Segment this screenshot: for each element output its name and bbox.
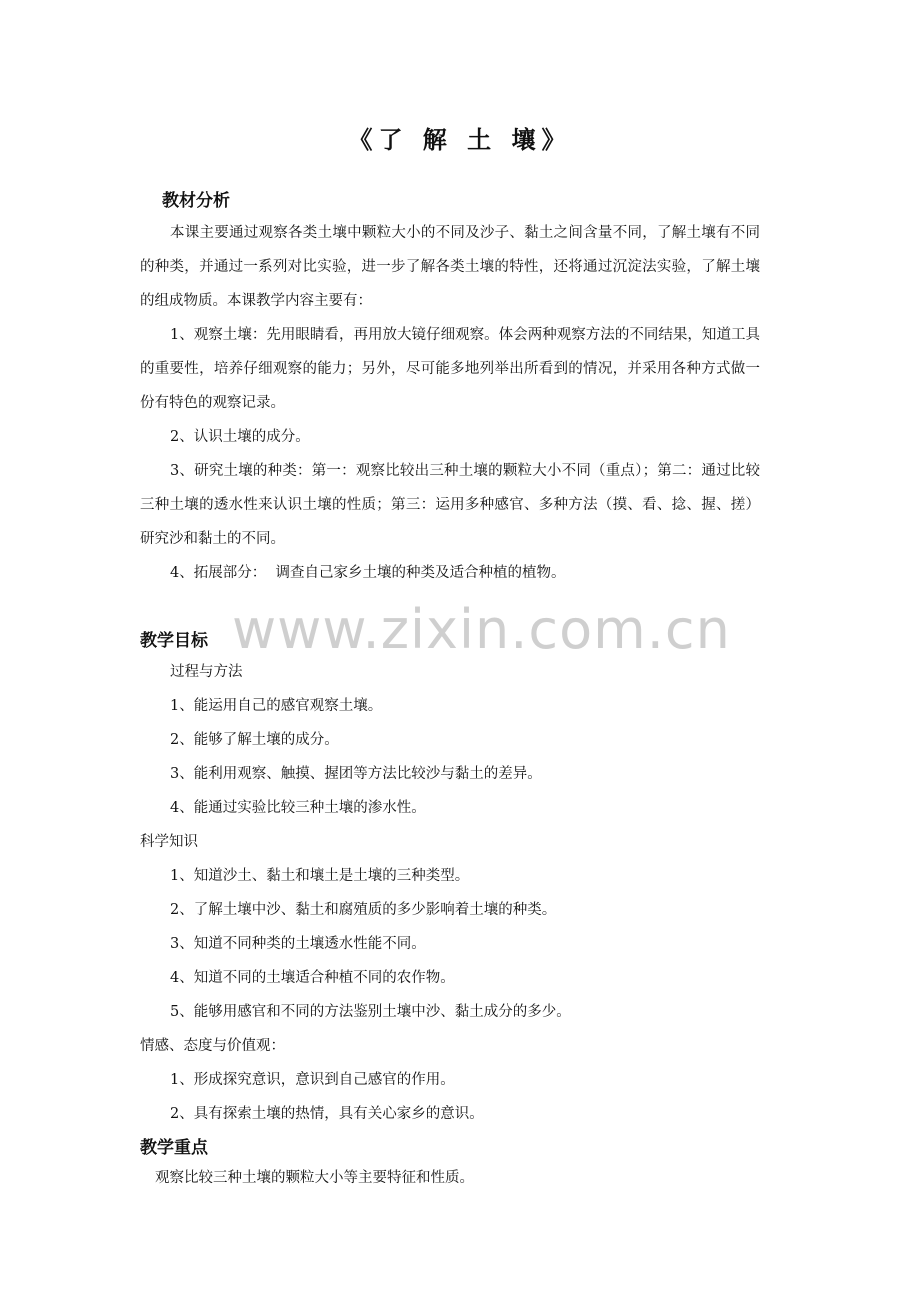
process-item-3: 3、能利用观察、触摸、握团等方法比较沙与黏土的差异。 bbox=[170, 766, 542, 782]
process-item-2: 2、能够了解土壤的成分。 bbox=[170, 732, 339, 748]
knowledge-item-4: 4、知道不同的土壤适合种植不同的农作物。 bbox=[170, 970, 455, 986]
analysis-item-1: 1、观察土壤：先用眼睛看，再用放大镜仔细观察。体会两种观察方法的不同结果，知道工具的重要性，培养仔细观察的能力；另外，尽可能多地列举出所看到的情况，并采用各种方式做一份有特色的观察记录。 bbox=[140, 327, 760, 411]
process-item-4: 4、能通过实验比较三种土壤的渗水性。 bbox=[170, 800, 426, 816]
process-item-1: 1、能运用自己的感官观察土壤。 bbox=[170, 698, 383, 714]
analysis-item-2: 2、认识土壤的成分。 bbox=[170, 429, 310, 445]
section-heading-goals: 教学目标 bbox=[140, 631, 208, 651]
analysis-intro: 本课主要通过观察各类土壤中颗粒大小的不同及沙子、黏土之间含量不同，了解土壤有不同的种类，并通过一系列对比实验，进一步了解各类土壤的特性，还将通过沉淀法实验，了解土壤的组成物质。本课教学内容主要有： bbox=[140, 225, 760, 309]
goals-attitude-title: 情感、态度与价值观： bbox=[140, 1038, 285, 1054]
focus-text: 观察比较三种土壤的颗粒大小等主要特征和性质。 bbox=[155, 1170, 474, 1186]
analysis-item-4: 4、拓展部分： 调查自己家乡土壤的种类及适合种植的植物。 bbox=[170, 565, 566, 581]
knowledge-item-5: 5、能够用感官和不同的方法鉴别土壤中沙、黏土成分的多少。 bbox=[170, 1004, 571, 1020]
attitude-item-1: 1、形成探究意识，意识到自己感官的作用。 bbox=[170, 1072, 455, 1088]
attitude-item-2: 2、具有探索土壤的热情，具有关心家乡的意识。 bbox=[170, 1106, 484, 1122]
section-heading-analysis: 教材分析 bbox=[162, 191, 230, 211]
knowledge-item-2: 2、了解土壤中沙、黏土和腐殖质的多少影响着土壤的种类。 bbox=[170, 902, 557, 918]
section-heading-focus: 教学重点 bbox=[140, 1138, 208, 1158]
knowledge-item-1: 1、知道沙土、黏土和壤土是土壤的三种类型。 bbox=[170, 868, 470, 884]
goals-knowledge-title: 科学知识 bbox=[140, 834, 198, 850]
document-title: 《了 解 土 壤》 bbox=[348, 125, 572, 154]
knowledge-item-3: 3、知道不同种类的土壤透水性能不同。 bbox=[170, 936, 426, 952]
analysis-item-3: 3、研究土壤的种类：第一：观察比较出三种土壤的颗粒大小不同（重点）；第二：通过比较三种土壤的透水性来认识土壤的性质；第三：运用多种感官、多种方法（摸、看、捻、握、搓）研究沙和黏土的不同。 bbox=[140, 463, 760, 547]
goals-process-title: 过程与方法 bbox=[170, 664, 243, 680]
watermark: www.zixin.com.cn bbox=[232, 598, 731, 661]
